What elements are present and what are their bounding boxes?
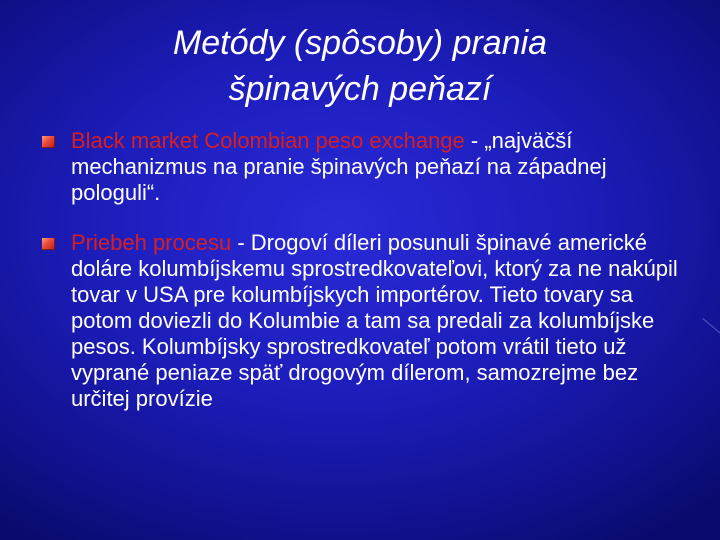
slide-title-line-1: Metódy (spôsoby) prania [172, 24, 548, 62]
bullet-text: - „najväčší mechanizmus na pranie špinavých peňazí na západnej pologuli“. [71, 128, 607, 205]
bullet-list [42, 128, 692, 412]
slide-title-line-2: špinavých peňazí [228, 70, 492, 108]
bullet-highlight: Priebeh procesu [71, 230, 232, 255]
bullet-item [42, 230, 692, 412]
bullet-square-icon [42, 238, 55, 250]
bullet-item [42, 128, 692, 206]
bullet-square-icon [42, 136, 55, 148]
bullet-text: - Drogoví díleri posunuli špinavé americké doláre kolumbíjskemu sprostredkovateľovi, ktorý za ne nakúpil tovar v USA pre kolumbíjskych importérov. Tieto tovary sa potom doviezli do Kolumbie a tam sa predali za kolumbíjske pesos. Kolumbíjsky sprostredkovateľ potom vrátil tieto už vyprané peniaze späť drogovým dílerom, samozrejme bez určitej provízie [71, 230, 678, 411]
bullet-highlight: Black market Colombian peso exchange [71, 128, 465, 153]
decorative-line [702, 318, 720, 344]
slide-title [60, 20, 660, 112]
